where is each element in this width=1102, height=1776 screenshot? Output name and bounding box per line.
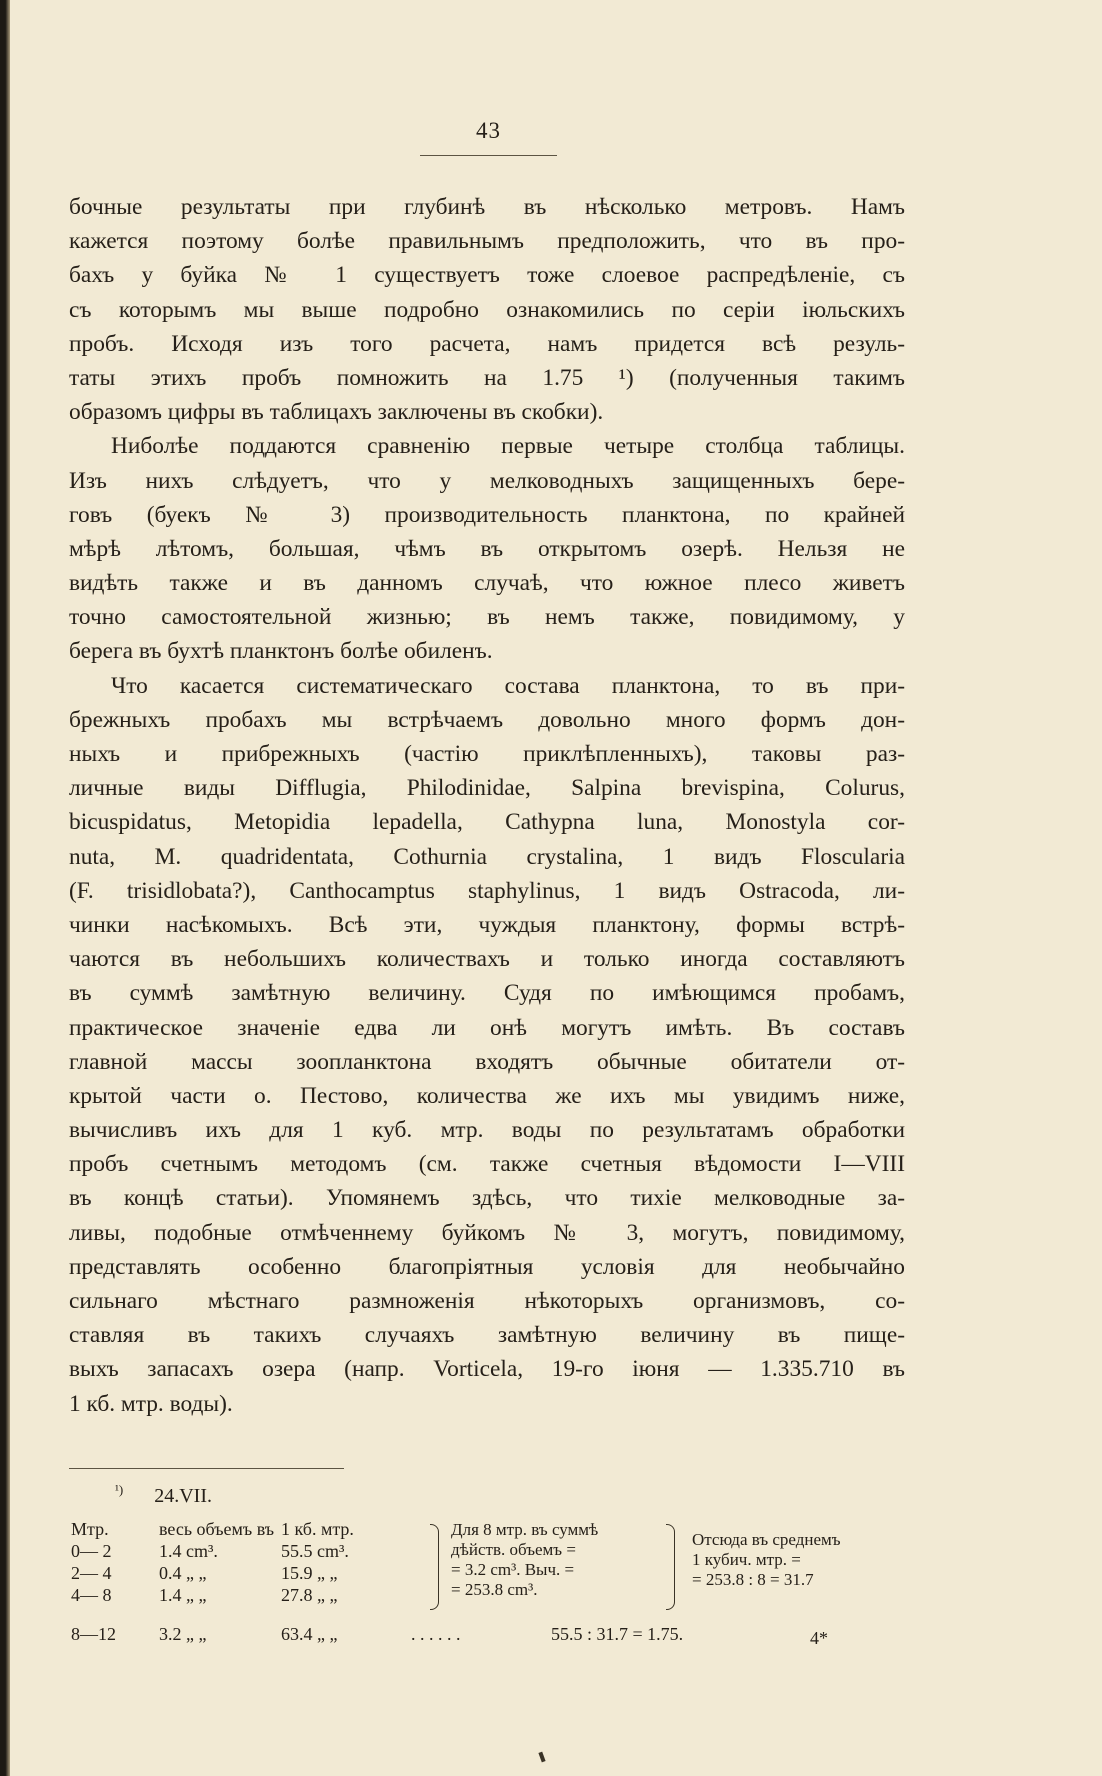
footnote-marker: ¹)	[115, 1482, 124, 1497]
text-line: Что касается систематическаго состава планктона, то въ при-	[111, 672, 905, 699]
footnote-date: 24.VII.	[154, 1484, 212, 1507]
table-cell: 55.5 cm³.	[281, 1541, 349, 1561]
text-line: говъ (буекъ № 3) производительность планктона, по крайней	[69, 501, 905, 528]
right-brace	[666, 1524, 675, 1610]
text-line: вычисливъ ихъ для 1 куб. мтр. воды по результатамъ обработки	[69, 1117, 905, 1144]
text-line: берега въ бухтѣ планктонъ болѣе обиленъ.	[69, 638, 493, 665]
text-line: ливы, подобные отмѣченнему буйкомъ № 3, могутъ, повидимому,	[69, 1219, 905, 1246]
text-line: выхъ запасахъ озера (напр. Vorticela, 19-го іюня — 1.335.710 въ	[69, 1356, 905, 1383]
note-line: Для 8 мтр. въ суммѣ	[451, 1520, 599, 1539]
note-line: = 3.2 cm³. Выч. =	[451, 1560, 575, 1579]
table-cell: 0— 2	[71, 1541, 112, 1561]
page-number: 43	[476, 118, 501, 143]
footnote-middle-note	[451, 1520, 663, 1600]
note-line: = 253.8 : 8 = 31.7	[692, 1570, 814, 1589]
table-cell: 0.4 „ „	[159, 1563, 207, 1583]
text-line: кажется поэтому болѣе правильнымъ предположить, что въ про-	[69, 228, 905, 255]
text-line: пробъ счетнымъ методомъ (см. также счетныя вѣдомости I—VIII	[69, 1151, 905, 1178]
ink-mark	[538, 1752, 545, 1763]
text-line: видѣть также и въ данномъ случаѣ, что южное плесо живетъ	[69, 570, 905, 597]
footnote-table-header	[71, 1518, 441, 1540]
table-cell: 63.4 „ „	[281, 1624, 338, 1644]
text-line: чаются въ небольшихъ количествахъ и только иногда составляютъ	[69, 946, 905, 973]
text-line: съ которымъ мы выше подробно ознакомились по серіи іюльскихъ	[69, 296, 905, 323]
page-edge	[0, 0, 10, 1776]
text-line: представлять особенно благопріятныя условія для необычайно	[69, 1253, 905, 1280]
text-line: пробъ. Исходя изъ того расчета, намъ придется всѣ резуль-	[69, 330, 905, 357]
text-line: Изъ нихъ слѣдуетъ, что у мелководныхъ защищенныхъ бере-	[69, 467, 905, 494]
table-cell: 2— 4	[71, 1563, 112, 1583]
text-line: таты этихъ пробъ помножить на 1.75 ¹) (полученныя такимъ	[69, 364, 905, 391]
header-cell: 1 кб. мтр.	[281, 1519, 354, 1539]
footnote-label	[115, 1482, 212, 1508]
header-cell: Мтр.	[71, 1519, 109, 1539]
text-line: въ концѣ статьи). Упомянемъ здѣсь, что тихіе мелководные за-	[69, 1185, 905, 1212]
header-cell: весь объемъ въ	[159, 1519, 275, 1539]
footnote-right-note	[692, 1530, 922, 1590]
text-line: главной массы зоопланктона входятъ обычные обитатели от-	[69, 1048, 905, 1075]
table-row	[71, 1562, 441, 1584]
text-line: ныхъ и прибрежныхъ (частію приклѣпленныхъ), таковы раз-	[69, 741, 905, 767]
table-cell: 3.2 „ „	[159, 1624, 207, 1644]
text-line: крытой части о. Пестово, количества же ихъ мы увидимъ ниже,	[69, 1082, 905, 1109]
table-cell: 8—12	[71, 1624, 116, 1644]
right-brace	[430, 1524, 439, 1610]
text-line: практическое значеніе едва ли онѣ могутъ имѣть. Въ составъ	[69, 1014, 905, 1041]
text-line: образомъ цифры въ таблицахъ заключены въ скобки).	[69, 399, 604, 426]
table-row	[71, 1584, 441, 1606]
table-cell: 1.4 cm³.	[159, 1541, 218, 1561]
text-line: точно самостоятельной жизнью; въ немъ также, повидимому, у	[69, 604, 905, 631]
text-line: личные виды Difflugia, Philodinidae, Salpina brevispina, Colurus,	[69, 775, 905, 802]
text-line: Ниболѣе поддаются сравненію первые четыре столбца таблицы.	[111, 433, 905, 460]
note-line: дѣйств. объемъ =	[451, 1540, 576, 1559]
text-line: ставляя въ такихъ случаяхъ замѣтную величину въ пище-	[69, 1322, 905, 1349]
text-line: бахъ у буйка № 1 существуетъ тоже слоевое распредѣленіе, съ	[69, 262, 905, 289]
text-line: бочные результаты при глубинѣ въ нѣсколько метровъ. Намъ	[69, 194, 905, 220]
text-line: въ суммѣ замѣтную величину. Судя по имѣющимся пробамъ,	[69, 980, 905, 1007]
body-text	[69, 190, 905, 1421]
signature-mark: 4*	[810, 1628, 828, 1648]
text-line: bicuspidatus, Metopidia lepadella, Cathypna luna, Monostyla cor-	[69, 809, 905, 836]
text-line: чинки насѣкомыхъ. Всѣ эти, чуждыя планктону, формы встрѣ-	[69, 911, 905, 938]
table-cell: 4— 8	[71, 1585, 112, 1605]
text-line: (F. trisidlobata?), Canthocamptus staphylinus, 1 видъ Ostracoda, ли-	[69, 877, 905, 904]
footnote-rule	[69, 1468, 344, 1469]
text-line: 1 кб. мтр. воды).	[69, 1390, 233, 1417]
table-row	[71, 1540, 441, 1562]
text-line: сильнаго мѣстнаго размноженія нѣкоторыхъ организмовъ, со-	[69, 1288, 905, 1314]
text-line: мѣрѣ лѣтомъ, большая, чѣмъ въ открытомъ озерѣ. Нельзя не	[69, 535, 905, 562]
footnote-last-row	[71, 1624, 851, 1645]
note-line: = 253.8 cm³.	[451, 1580, 538, 1599]
ratio-result: 55.5 : 31.7 = 1.75.	[551, 1624, 684, 1644]
text-line: nuta, M. quadridentata, Cothurnia crystalina, 1 видъ Floscularia	[69, 843, 905, 870]
leader-dots: . . . . . .	[411, 1624, 461, 1644]
text-line: брежныхъ пробахъ мы встрѣчаемъ довольно много формъ дон-	[69, 706, 905, 733]
note-line: 1 кубич. мтр. =	[692, 1550, 801, 1569]
header-rule	[420, 155, 557, 156]
footnote-table	[71, 1518, 441, 1606]
table-cell: 1.4 „ „	[159, 1585, 207, 1605]
note-line: Отсюда въ среднемъ	[692, 1530, 841, 1549]
table-cell: 15.9 „ „	[281, 1563, 338, 1583]
table-cell: 27.8 „ „	[281, 1585, 338, 1605]
